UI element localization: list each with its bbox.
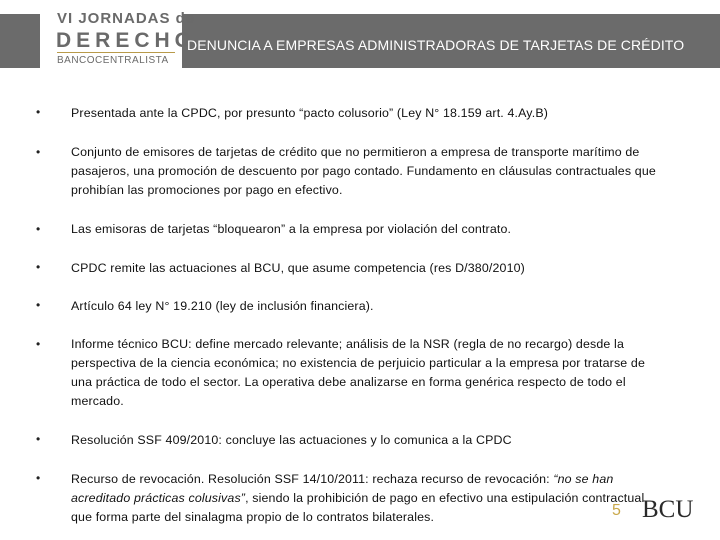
list-item [71,470,661,527]
bullet-marker: • [36,471,41,485]
bullet-marker: • [36,298,41,312]
slide-title: DENUNCIA A EMPRESAS ADMINISTRADORAS DE TARJETAS DE CRÉDITO [187,37,685,53]
bullet-marker: • [36,105,41,119]
list-item: Artículo 64 ley N° 19.210 (ley de inclusión financiera). [71,299,374,313]
recurso-text: Recurso de revocación. Resolución SSF 14/10/2011: rechaza recurso de revocación: [71,472,554,486]
list-item: Resolución SSF 409/2010: concluye las actuaciones y lo comunica a la CPDC [71,433,512,447]
list-item: CPDC remite las actuaciones al BCU, que asume competencia (res D/380/2010) [71,261,525,275]
page-number: 5 [612,502,621,519]
bullet-marker: • [36,145,41,159]
bullet-marker: • [36,260,41,274]
logo-line3: BANCOCENTRALISTA [57,55,169,66]
recurso-text-after: , siendo la prohibición de pago en efectivo una estipulación contractual que forma parte del sinalagma propio de lo contratos bilaterales. [71,491,645,524]
bullet-marker: • [36,432,41,446]
list-item: Presentada ante la CPDC, por presunto “pacto colusorio” (Ley N° 18.159 art. 4.Ay.B) [71,106,549,120]
logo-line1: VI JORNADAS de [57,10,196,27]
bullet-marker: • [36,222,41,236]
quote-italic: “no se han acreditado prácticas colusivas” [71,472,614,505]
bcu-brand: BCU [642,496,694,523]
list-item: Informe técnico BCU: define mercado relevante; análisis de la NSR (regla de no recargo) desde la perspectiva de la ciencia económica; no existencia de perjuicio particular a la empresa por tratarse de una práctica de todo el sector. La operativa debe analizarse en forma genérica respecto de todo el mercado. [71,337,646,408]
list-item: Conjunto de emisores de tarjetas de crédito que no permitieron a empresa de transporte marítimo de pasajeros, una promoción de descuento por pago contado. Fundamento en cláusulas contractuales que prohibían las promociones por pago en efectivo. [71,145,656,197]
logo-line2: DERECHO [56,29,197,52]
bullet-marker: • [36,337,41,351]
list-item: Las emisoras de tarjetas “bloquearon” a la empresa por violación del contrato. [71,222,512,236]
bcu-logo [612,496,707,530]
